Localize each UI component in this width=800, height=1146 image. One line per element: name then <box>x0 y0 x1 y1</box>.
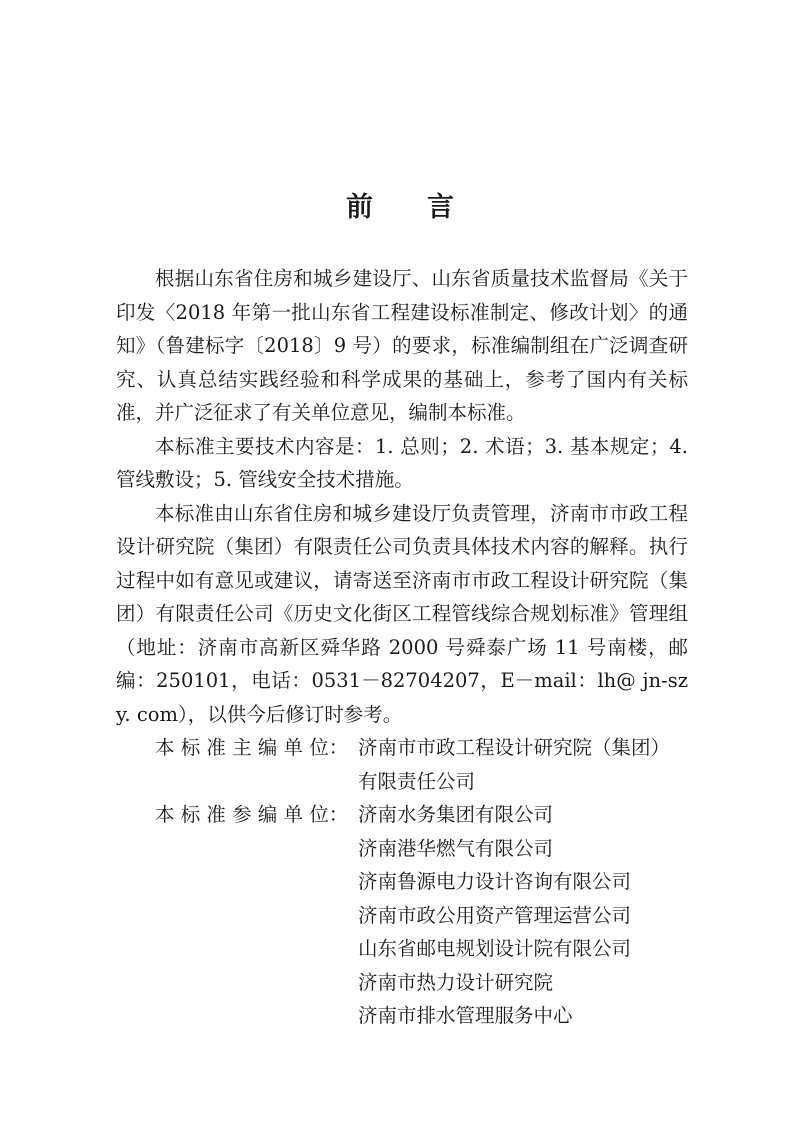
paragraph-contents: 本标准主要技术内容是：1. 总则；2. 术语；3. 基本规定；4. 管线敷设；5. 管线安全技术措施。 <box>116 434 688 491</box>
participating-unit: 济南鲁源电力设计咨询有限公司 <box>358 870 632 893</box>
preface-body <box>116 262 688 1033</box>
chief-unit-block <box>155 731 688 798</box>
paragraph-management: 本标准由山东省住房和城乡建设厅负责管理，济南市市政工程设计研究院（集团）有限责任公司负责具体技术内容的解释。执行过程中如有意见或建议，请寄送至济南市市政工程设计研究院（集团）有限责任公司《历史文化街区工程管线综合规划标准》管理组（地址：济南市高新区舜华路 2000 号舜泰广场 11 号南楼，邮编：250101，电话：0531－82704207，E－mail：lh@ jn-szy. com），以供今后修订时参考。 <box>116 501 688 726</box>
participating-unit: 济南市政公用资产管理运营公司 <box>358 903 632 927</box>
paragraph-basis: 根据山东省住房和城乡建设厅、山东省质量技术监督局《关于印发〈2018 年第一批山东省工程建设标准制定、修改计划〉的通知》（鲁建标字〔2018〕9 号）的要求，标准编制组在广泛调查研究、认真总结实践经验和科学成果的基础上，参考了国内有关标准，并广泛征求了有关单位意见，编制本标准。 <box>116 267 688 424</box>
page-title: 前言 <box>346 192 508 223</box>
chief-unit-line: 有限责任公司 <box>358 769 476 793</box>
participating-units-label: 本 标 准 参 编 单 位： <box>155 803 349 826</box>
participating-unit: 山东省邮电规划设计院有限公司 <box>358 937 632 960</box>
chief-unit-label: 本 标 准 主 编 单 位： <box>155 736 349 759</box>
participating-units-block <box>155 798 688 1033</box>
participating-units-list <box>358 798 688 1033</box>
chief-unit-list <box>358 731 688 798</box>
participating-unit: 济南港华燃气有限公司 <box>358 836 554 860</box>
participating-unit: 济南水务集团有限公司 <box>358 803 554 826</box>
participating-unit: 济南市热力设计研究院 <box>358 970 554 994</box>
participating-unit: 济南市排水管理服务中心 <box>358 1004 573 1027</box>
chief-unit-line: 济南市市政工程设计研究院（集团） <box>358 736 671 759</box>
